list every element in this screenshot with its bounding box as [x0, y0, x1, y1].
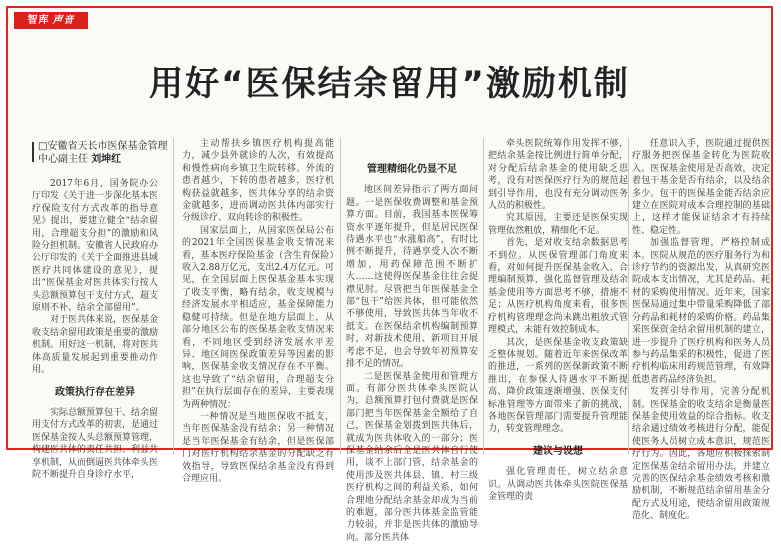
- subheading: 建议与设想: [488, 446, 628, 458]
- paragraph: 一种情况是当地医保收不抵支，当年医保基金没有结余；另一种情况是当年医保基金有结余，但是医保部门对医疗机构结余基金的分配缺乏有效指导，导致医保结余基金没有得到合理应用。: [182, 411, 334, 485]
- text-column-2: [182, 138, 334, 485]
- author-byline: [38, 140, 168, 166]
- article-headline: 用好“医保结余留用”激励机制: [8, 56, 771, 105]
- paragraph: 2017年6月，国务院办公厅印发《关于进一步深化基本医疗保险支付方式改革的指导意见》提出，要建立健全“结余留用，合理超支分担”的激励和风险分担机制。安徽省人民政府办公厅印发的《关于全面推进县域医疗共同体建设的意见》，提出“医保基金对医共体实行按人头总额预算包干支付方式，超支原则不补、结余全部留用”。: [32, 178, 158, 314]
- paragraph: 其次，是医保基金收支政策缺乏整体规划。随着近年来医保改革的推进，一系列的医保新政策不断推出，在参保人待遇水平不断提高、降价政策逐渐增强、医保支付标准管理等方面带来了新的挑战，各地医保管理部门需要提升管理能力，转变管理理念。: [488, 337, 628, 436]
- paragraph: 对于医共体来说，医保基金收支结余留用政策是重要的激励机制。用好这一机制，将对医共体高质量发展起到重要推动作用。: [32, 314, 158, 376]
- text-column-4: [488, 138, 628, 503]
- paragraph: 强化管理责任，树立结余意识。从调动医共体牵头医院医保基金管理的责: [488, 466, 628, 503]
- text-column-5: [632, 138, 770, 523]
- column-divider: [628, 138, 629, 454]
- section-label: 智库: [28, 15, 50, 26]
- paragraph: 究其原因，主要还是医保实现管理依然粗放，精细化不足。: [488, 212, 628, 237]
- byline-rule: [32, 142, 34, 162]
- column-divider: [173, 138, 174, 454]
- column-header-tag: [14, 12, 88, 29]
- article-frame: [6, 6, 773, 450]
- author-affiliation: □安徽省天长市医保基金管理中心副主任: [38, 141, 167, 165]
- column-divider: [483, 138, 484, 454]
- paragraph: 主动帮扶乡镇医疗机构提高能力，减少县外就诊的人次，有效提高和慢性病向乡镇卫生院转移。外流的患者越少，下转的患者越多，医疗机构获益就越多，医共体分享的结余资金就越多，进而调动医共体内部实行分级诊疗、双向转诊的积极性。: [182, 138, 334, 225]
- paragraph: 国家层面上，从国家医保局公布的2021年全国医保基金收支情况来看，基本医疗保险基金（含生育保险）收入2.88万亿元，支出2.4万亿元。可见，在全国层面上医保基金基本实现了收支平衡，略有结余，收支规模与经济发展水平相适应，基金保障能力稳健可持续。但是在地方层面上，从部分地区公布的医保基金收支情况来看，不同地区受到经济发展水平差异、地区间医保政策差异等因素的影响，医保基金收支情况存在不平衡。这也导致了“结余留用，合理超支分担”在执行层面存在的差异，主要表现为两种情况：: [182, 225, 334, 411]
- paragraph: 发挥引导作用，完善分配机制。医保基金的收支结余是衡量医保基金使用效益的综合指标。收支结余通过绩效考核进行分配，能促使医务人员树立成本意识，规范医疗行为。因此，各地应积极探索制定医保基金结余留用办法，并建立完善的医保结余基金绩效考核和激励机制，不断规范结余留用基金分配方式及用途，使结余留用政策规范化、制度化。: [632, 386, 770, 522]
- subheading: 管理精细化仍显不足: [346, 164, 478, 176]
- paragraph: 二是医保基金使用和管理方面。有部分医共体牵头医院认为，总额预算打包付费就是医保部门把当年医保基金全额给了自己，医保基金划拨到医共体后，就成为医共体收入的一部分；医保基金结余后全是医共体自行使用，谈不上部门管，结余基金的使用涉及医共体县、镇、村三级医疗机构之间的利益关系，如何合理地分配结余基金却成为当前的难题，部分医共体基金监管能力较弱，并非是医共体的激励导向。部分医共体: [346, 371, 478, 544]
- paragraph: 牵头医院统筹作用发挥不够，把结余基金按比例进行简单分配，对分配后结余基金的使用缺乏思考，没有对医保医疗行为的规范起到引导作用，也没有充分调动医务人员的积极性。: [488, 138, 628, 212]
- text-column-3: [346, 154, 478, 544]
- paragraph: 加强监督管理，严格控制成本。医院从规范的医疗服务行为和诊疗节约的资源出发，从真研究医院成本支出情况，尤其是药品、耗材的采购使用情况。近年来，国家医保局通过集中带量采购降低了部分药品和耗材的采购价格。药品集采医保资金结余留用机制的建立，进一步提升了医疗机构和医务人员参与药品集采的积极性，促进了医疗机构临床用药规范管理，有效降低患者药品经济负担。: [632, 237, 770, 386]
- paragraph: 任意识入手，医院通过提供医疗服务把医保基金转化为医院收入。医保基金使用是否高效，决定着包干基金是否有结余，以及结余多少。包干的医保基金能否结余应建立在医院对成本合理控制的基础上，这样才能保证结余才有持续性、稳定性。: [632, 138, 770, 237]
- author-name: 刘坤红: [91, 154, 121, 165]
- column-divider: [340, 138, 341, 454]
- brand-label: 声音: [53, 15, 75, 26]
- subheading: 政策执行存在差异: [32, 387, 158, 399]
- paragraph: 实际总额预算包干、结余留用支付方式改革的初衷，是通过医保基金按人头总额预算管理，构建医共体的责任共担、利益共享机制，从而倒逼医共体牵头医院不断提升自身诊疗水平，: [32, 407, 158, 481]
- paragraph: 地区间差异指示了两方面问题。一是医保收费调整和基金预算方面。目前，我国基本医保筹资水平逐年提升，但是居民医保待遇水平也“水涨船高”，有时比例不断提升，待遇享受人次不断增加，用药保障范围不断扩大……这使得医保基金往往会捉襟见肘。尽管把当年医保基金全部“包干”给医共体，但可能依然不够使用，导致医共体当年收不抵支。在医保结余机构编制预算时，对新技术使用、新项目开展考虑不足，也会导致年初预算安排不足的情况。: [346, 184, 478, 370]
- paragraph: 首先，是对收支结余数据思考不到位。从医保管理部门角度来看，对如何提升医保基金收入、合理编制预算，强化监督管理及结余基金使用等方面思考不够，措施不足；从医疗机构角度来看，很多医疗机构管理理念尚未跳出粗放式管理模式，未能有效控制成本。: [488, 237, 628, 336]
- text-column-1: [32, 178, 158, 481]
